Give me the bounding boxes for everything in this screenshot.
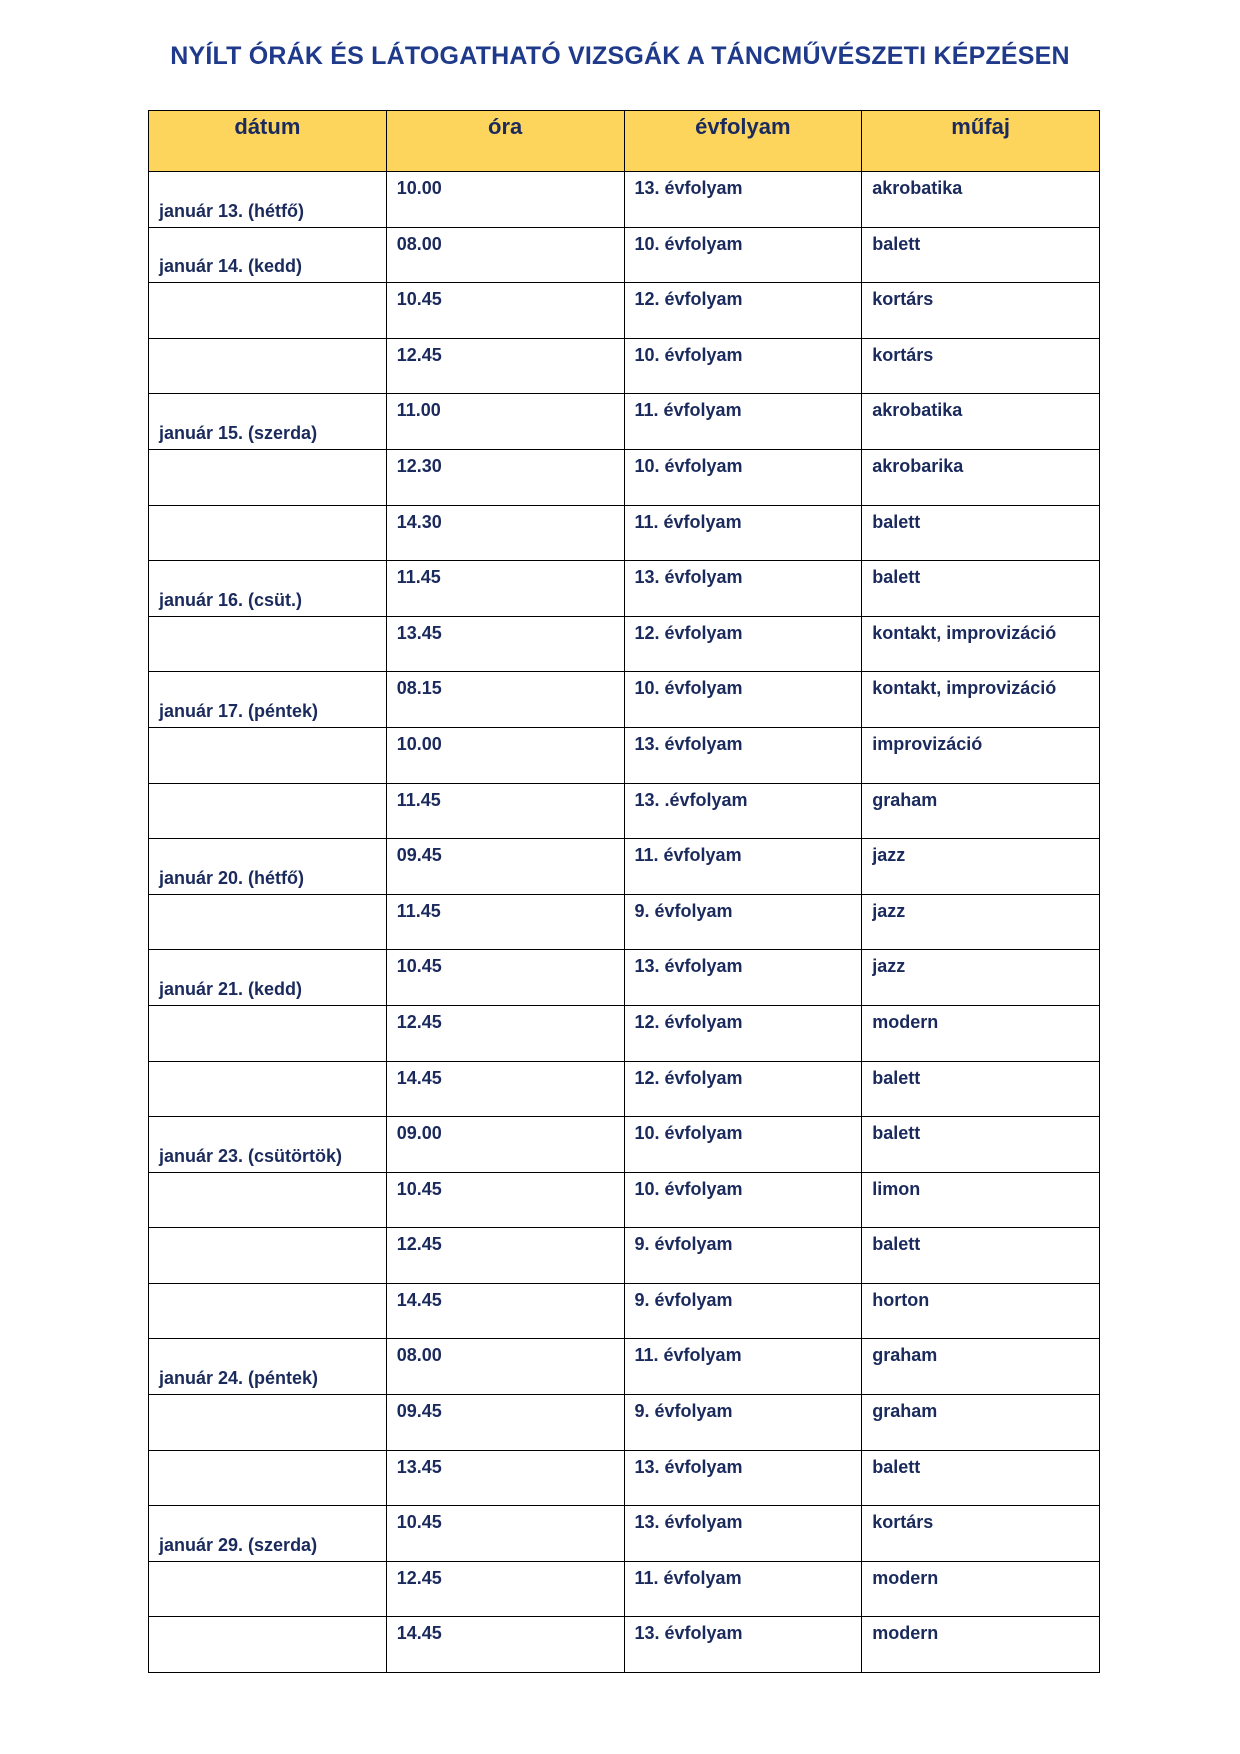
table-row — [149, 1005, 1100, 1061]
cell-genre: kortárs — [862, 1506, 1100, 1562]
cell-grade: 12. évfolyam — [624, 616, 862, 672]
cell-grade: 13. évfolyam — [624, 172, 862, 228]
cell-time: 11.00 — [386, 394, 624, 450]
cell-grade: 10. évfolyam — [624, 449, 862, 505]
cell-date — [149, 727, 387, 783]
cell-grade: 9. évfolyam — [624, 1283, 862, 1339]
cell-date: január 17. (péntek) — [149, 672, 387, 728]
cell-genre: jazz — [862, 839, 1100, 895]
table-row — [149, 839, 1100, 895]
table-row — [149, 449, 1100, 505]
cell-genre: balett — [862, 227, 1100, 283]
cell-date — [149, 1172, 387, 1228]
table-row — [149, 1117, 1100, 1173]
cell-time: 11.45 — [386, 783, 624, 839]
cell-date — [149, 283, 387, 339]
cell-time: 14.30 — [386, 505, 624, 561]
cell-grade: 9. évfolyam — [624, 894, 862, 950]
cell-time: 12.45 — [386, 1005, 624, 1061]
cell-date — [149, 1617, 387, 1673]
cell-grade: 10. évfolyam — [624, 1172, 862, 1228]
cell-time: 09.45 — [386, 839, 624, 895]
cell-grade: 13. évfolyam — [624, 727, 862, 783]
cell-time: 08.00 — [386, 1339, 624, 1395]
table-row — [149, 283, 1100, 339]
cell-time: 10.45 — [386, 1172, 624, 1228]
table-row — [149, 1506, 1100, 1562]
cell-time: 13.45 — [386, 616, 624, 672]
cell-date — [149, 783, 387, 839]
cell-time: 12.45 — [386, 338, 624, 394]
column-header-date: dátum — [149, 111, 387, 172]
cell-time: 09.45 — [386, 1395, 624, 1451]
table-row — [149, 1617, 1100, 1673]
table-row — [149, 783, 1100, 839]
cell-date — [149, 1228, 387, 1284]
cell-grade: 11. évfolyam — [624, 394, 862, 450]
cell-date — [149, 338, 387, 394]
cell-time: 10.00 — [386, 727, 624, 783]
cell-grade: 9. évfolyam — [624, 1395, 862, 1451]
cell-time: 11.45 — [386, 561, 624, 617]
cell-time: 13.45 — [386, 1450, 624, 1506]
column-header-grade: évfolyam — [624, 111, 862, 172]
cell-grade: 11. évfolyam — [624, 1339, 862, 1395]
column-header-genre: műfaj — [862, 111, 1100, 172]
table-row — [149, 1061, 1100, 1117]
cell-date: január 13. (hétfő) — [149, 172, 387, 228]
cell-genre: jazz — [862, 950, 1100, 1006]
cell-grade: 13. évfolyam — [624, 1506, 862, 1562]
cell-date: január 29. (szerda) — [149, 1506, 387, 1562]
cell-genre: akrobarika — [862, 449, 1100, 505]
cell-genre: balett — [862, 1117, 1100, 1173]
cell-date: január 15. (szerda) — [149, 394, 387, 450]
cell-grade: 10. évfolyam — [624, 227, 862, 283]
cell-grade: 10. évfolyam — [624, 672, 862, 728]
cell-grade: 13. évfolyam — [624, 561, 862, 617]
table-row — [149, 616, 1100, 672]
cell-grade: 13. évfolyam — [624, 1617, 862, 1673]
cell-date: január 14. (kedd) — [149, 227, 387, 283]
cell-grade: 12. évfolyam — [624, 1061, 862, 1117]
cell-genre: jazz — [862, 894, 1100, 950]
cell-genre: balett — [862, 505, 1100, 561]
cell-grade: 10. évfolyam — [624, 338, 862, 394]
cell-time: 14.45 — [386, 1061, 624, 1117]
cell-time: 12.45 — [386, 1228, 624, 1284]
table-row — [149, 394, 1100, 450]
cell-genre: horton — [862, 1283, 1100, 1339]
cell-grade: 12. évfolyam — [624, 1005, 862, 1061]
table-row — [149, 1228, 1100, 1284]
cell-date — [149, 616, 387, 672]
table-row — [149, 1561, 1100, 1617]
table-row — [149, 172, 1100, 228]
cell-date: január 21. (kedd) — [149, 950, 387, 1006]
table-row — [149, 1339, 1100, 1395]
table-row — [149, 338, 1100, 394]
table-row — [149, 561, 1100, 617]
cell-genre: graham — [862, 1339, 1100, 1395]
cell-date — [149, 1005, 387, 1061]
cell-time: 12.30 — [386, 449, 624, 505]
table-row — [149, 950, 1100, 1006]
cell-time: 14.45 — [386, 1283, 624, 1339]
cell-grade: 10. évfolyam — [624, 1117, 862, 1173]
cell-date — [149, 1561, 387, 1617]
cell-grade: 9. évfolyam — [624, 1228, 862, 1284]
table-row — [149, 1450, 1100, 1506]
cell-time: 09.00 — [386, 1117, 624, 1173]
cell-date: január 23. (csütörtök) — [149, 1117, 387, 1173]
table-header-row — [149, 111, 1100, 172]
cell-genre: modern — [862, 1617, 1100, 1673]
cell-grade: 13. évfolyam — [624, 1450, 862, 1506]
cell-date — [149, 505, 387, 561]
cell-time: 11.45 — [386, 894, 624, 950]
cell-grade: 13. .évfolyam — [624, 783, 862, 839]
cell-genre: akrobatika — [862, 172, 1100, 228]
cell-time: 10.45 — [386, 283, 624, 339]
table-row — [149, 672, 1100, 728]
cell-grade: 11. évfolyam — [624, 505, 862, 561]
table-row — [149, 1283, 1100, 1339]
cell-date: január 20. (hétfő) — [149, 839, 387, 895]
cell-time: 10.45 — [386, 1506, 624, 1562]
cell-time: 08.00 — [386, 227, 624, 283]
cell-genre: balett — [862, 561, 1100, 617]
cell-genre: kortárs — [862, 283, 1100, 339]
cell-grade: 13. évfolyam — [624, 950, 862, 1006]
cell-genre: balett — [862, 1061, 1100, 1117]
cell-genre: graham — [862, 1395, 1100, 1451]
cell-date — [149, 1283, 387, 1339]
column-header-time: óra — [386, 111, 624, 172]
table-row — [149, 727, 1100, 783]
table-row — [149, 227, 1100, 283]
cell-genre: modern — [862, 1005, 1100, 1061]
table-row — [149, 1395, 1100, 1451]
cell-genre: akrobatika — [862, 394, 1100, 450]
cell-genre: balett — [862, 1450, 1100, 1506]
cell-date — [149, 894, 387, 950]
cell-date: január 16. (csüt.) — [149, 561, 387, 617]
cell-genre: kontakt, improvizáció — [862, 672, 1100, 728]
cell-genre: modern — [862, 1561, 1100, 1617]
cell-grade: 11. évfolyam — [624, 839, 862, 895]
cell-genre: balett — [862, 1228, 1100, 1284]
cell-time: 08.15 — [386, 672, 624, 728]
page-title: NYÍLT ÓRÁK ÉS LÁTOGATHATÓ VIZSGÁK A TÁNCMŰVÉSZETI KÉPZÉSEN — [170, 42, 1070, 70]
cell-date — [149, 449, 387, 505]
cell-genre: kortárs — [862, 338, 1100, 394]
cell-genre: kontakt, improvizáció — [862, 616, 1100, 672]
cell-date — [149, 1061, 387, 1117]
cell-genre: graham — [862, 783, 1100, 839]
schedule-body — [149, 172, 1100, 1673]
cell-date — [149, 1395, 387, 1451]
table-row — [149, 1172, 1100, 1228]
cell-time: 14.45 — [386, 1617, 624, 1673]
table-row — [149, 505, 1100, 561]
table-row — [149, 894, 1100, 950]
cell-genre: limon — [862, 1172, 1100, 1228]
cell-genre: improvizáció — [862, 727, 1100, 783]
cell-time: 10.45 — [386, 950, 624, 1006]
schedule-table — [148, 110, 1100, 1673]
cell-date — [149, 1450, 387, 1506]
cell-time: 10.00 — [386, 172, 624, 228]
cell-date: január 24. (péntek) — [149, 1339, 387, 1395]
cell-grade: 12. évfolyam — [624, 283, 862, 339]
cell-grade: 11. évfolyam — [624, 1561, 862, 1617]
cell-time: 12.45 — [386, 1561, 624, 1617]
